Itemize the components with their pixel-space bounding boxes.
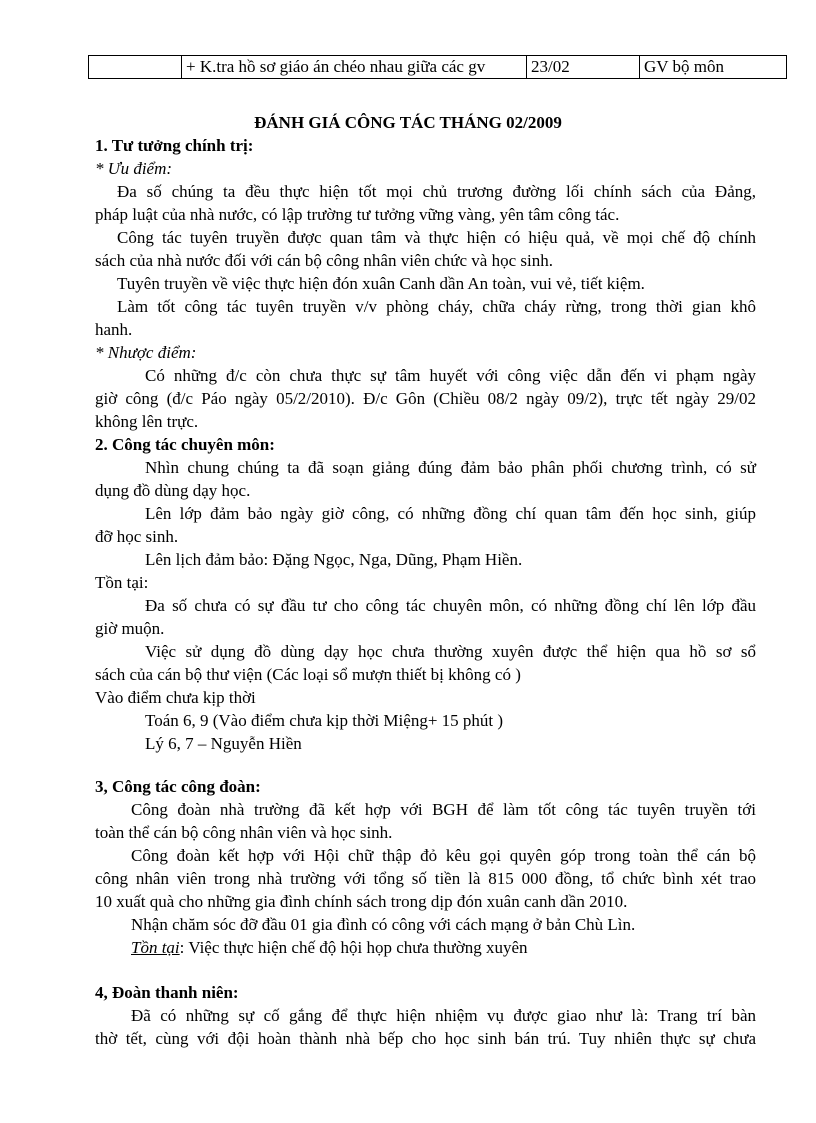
paragraph-line: Việc sử dụng đồ dùng dạy học chưa thường xuyên được thể hiện qua hồ sơ sổ: [145, 642, 756, 661]
paragraph-line: Công tác tuyên truyền được quan tâm và thực hiện có hiệu quả, về mọi chế độ chính: [117, 228, 756, 247]
page-title: ĐÁNH GIÁ CÔNG TÁC THÁNG 02/2009: [254, 113, 562, 132]
paragraph-line: Lên lịch đảm bảo: Đặng Ngọc, Nga, Dũng, Phạm Hiền.: [145, 550, 523, 569]
section-3-heading: 3, Công tác công đoàn:: [95, 777, 261, 796]
disadvantages-label: * Nhược điểm:: [95, 343, 197, 362]
paragraph-line: Nhận chăm sóc đỡ đầu 01 gia đình có công với cách mạng ở bản Chù Lìn.: [131, 915, 636, 934]
paragraph-line: không lên trực.: [95, 412, 199, 431]
schedule-table: [88, 55, 787, 79]
paragraph-line: Lý 6, 7 – Nguyễn Hiền: [145, 734, 302, 753]
paragraph-line: Làm tốt công tác tuyên truyền v/v phòng cháy, chữa cháy rừng, trong thời gian khô: [117, 297, 756, 316]
paragraph-line: dụng đồ dùng dạy học.: [95, 481, 251, 500]
paragraph-line: toàn thể cán bộ công nhân viên và học sinh.: [95, 823, 393, 842]
paragraph-line: giờ muộn.: [95, 619, 165, 638]
paragraph-line: Có những đ/c còn chưa thực sự tâm huyết với công việc dẫn đến vi phạm ngày: [145, 366, 756, 385]
table-cell-person: GV bộ môn: [640, 56, 787, 79]
paragraph-line: Công đoàn nhà trường đã kết hợp với BGH để làm tốt công tác tuyên truyền tới: [131, 800, 756, 819]
shortcomings-line: [131, 937, 527, 959]
shortcomings-label: Tồn tại: [131, 938, 180, 957]
paragraph-line: Nhìn chung chúng ta đã soạn giảng đúng đảm bảo phân phối chương trình, có sử: [145, 458, 756, 477]
paragraph-line: hanh.: [95, 320, 133, 339]
paragraph-line: Đa số chúng ta đều thực hiện tốt mọi chủ trương đường lối chính sách của Đảng,: [117, 182, 756, 201]
paragraph-line: Toán 6, 9 (Vào điểm chưa kịp thời Miệng+ 15 phút ): [145, 711, 504, 730]
paragraph-line: Đã có những sự cố gắng để thực hiện nhiệm vụ được giao như là: Trang trí bàn: [131, 1006, 756, 1025]
shortcomings-text: : Việc thực hiện chế độ hội họp chưa thường xuyên: [179, 938, 528, 957]
paragraph-line: 10 xuất quà cho những gia đình chính sách trong dịp đón xuân canh dần 2010.: [95, 892, 628, 911]
paragraph-line: sách của cán bộ thư viện (Các loại sổ mượn thiết bị không có ): [95, 665, 521, 684]
paragraph-line: thờ tết, cùng với đội hoàn thành nhà bếp cho học sinh bán trú. Tuy nhiên thực sự chưa: [95, 1029, 756, 1048]
paragraph-line: Công đoàn kết hợp với Hội chữ thập đỏ kêu gọi quyên góp trong toàn thể cán bộ: [131, 846, 756, 865]
paragraph-line: Lên lớp đảm bảo ngày giờ công, có những đồng chí quan tâm đến học sinh, giúp: [145, 504, 756, 523]
paragraph-line: công nhân viên trong nhà trường với tổng số tiền là 815 000 đồng, tổ chức bình xét trao: [95, 869, 756, 888]
paragraph-line: đỡ học sinh.: [95, 527, 179, 546]
table-cell-task: + K.tra hồ sơ giáo án chéo nhau giữa các gv: [182, 56, 527, 79]
section-4-heading: 4, Đoàn thanh niên:: [95, 983, 239, 1002]
paragraph-line: sách của nhà nước đối với cán bộ công nhân viên chức và học sinh.: [95, 251, 553, 270]
paragraph-line: giờ công (đ/c Páo ngày 05/2/2010). Đ/c Gôn (Chiều 08/2 ngày 09/2), trực tết ngày 29/02: [95, 389, 756, 408]
section-1-heading: 1. Tư tưởng chính trị:: [95, 136, 254, 155]
paragraph-line: pháp luật của nhà nước, có lập trường tư tưởng vững vàng, yên tâm công tác.: [95, 205, 620, 224]
section-2-heading: 2. Công tác chuyên môn:: [95, 435, 275, 454]
paragraph-line: Vào điểm chưa kịp thời: [95, 688, 256, 707]
table-cell-empty: [89, 56, 182, 79]
advantages-label: * Ưu điểm:: [95, 159, 173, 178]
paragraph-line: Tuyên truyền về việc thực hiện đón xuân Canh dần An toàn, vui vẻ, tiết kiệm.: [117, 274, 645, 293]
shortcomings-label: Tồn tại:: [95, 573, 149, 592]
table-cell-date: 23/02: [527, 56, 640, 79]
paragraph-line: Đa số chưa có sự đầu tư cho công tác chuyên môn, có những đồng chí lên lớp đầu: [145, 596, 756, 615]
table-row: [89, 56, 787, 79]
